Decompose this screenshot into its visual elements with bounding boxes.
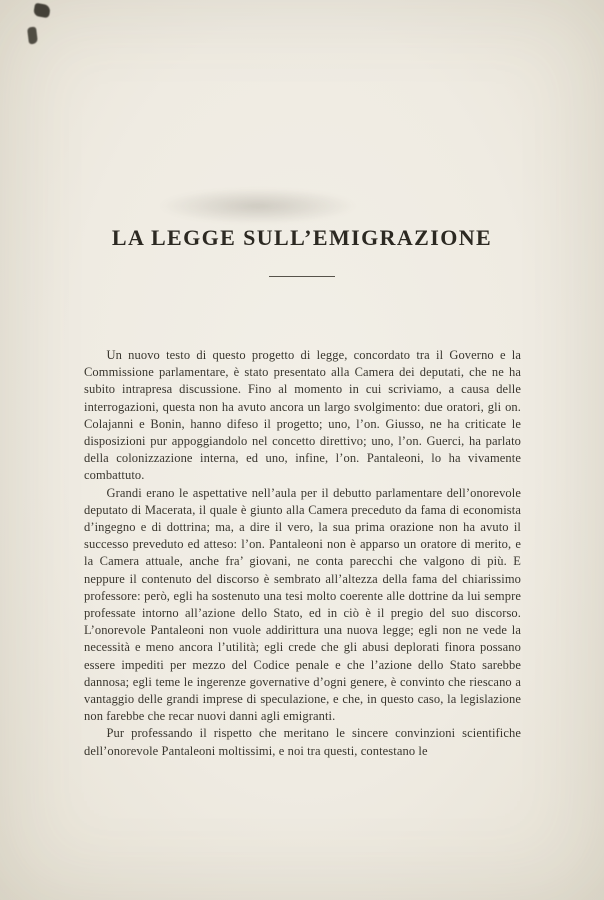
scan-artifact-left [27, 27, 38, 45]
body-paragraph: Un nuovo testo di questo progetto di legge, concordato tra il Governo e la Commissione parlamentare, è stato presentato alla Camera dei deputati, che ne ha subito intrapresa discussione. Fino al momento in cui scriviamo, a causa delle interrogazioni, questa non ha avuto ancora un largo svolgimento: due oratori, gli on. Colajanni e Bonin, hanno difeso il progetto; uno, l’on. Giusso, ne ha criticate le disposizioni pur appoggiandolo nel concetto direttivo; uno, l’on. Guerci, ha parlato della colonizzazione interna, ed uno, infine, l’on. Pantaleoni, lo ha vivamente combattuto. [84, 348, 521, 483]
scan-artifact-top-left [33, 3, 51, 19]
scan-smudge [158, 188, 358, 224]
body-paragraph: Pur professando il rispetto che meritano le sincere convinzioni scientifiche dell’onorevole Pantaleoni moltissimi, e noi tra questi, contestano le [84, 726, 521, 758]
body-text [84, 347, 521, 760]
page-title: LA LEGGE SULL’EMIGRAZIONE [111, 225, 493, 250]
title-divider [269, 276, 335, 277]
body-paragraph: Grandi erano le aspettative nell’aula per il debutto parlamentare dell’onorevole deputato di Macerata, il quale è giunto alla Camera preceduto da fama di economista d’ingegno e di dottrina; ma, a dire il vero, la sua prima orazione non ha avuto il successo preveduto ed atteso: l’on. Pantaleoni non è apparso un oratore di merito, e la Camera attuale, anche fra’ giovani, ne conta parecchi che valgono di più. E neppure il contenuto del discorso è sembrato all’altezza della fama del chiarissimo professore: però, egli ha sostenuto una tesi molto coerente alle dottrine da lui sempre professate intorno all’azione dello Stato, ed in ciò è il pregio del suo discorso. L’onorevole Pantaleoni non vuole addirittura una nuova legge; egli non ne vede la necessità e meno ancora l’utilità; egli crede che gli abusi deplorati finora possano essere impediti per mezzo del Codice penale e che l’azione dello Stato sarebbe dannosa; egli teme le ingerenze governative d’ogni genere, è convinto che riescano a vantaggio delle grandi imprese di speculazione, e che, in questo caso, la legislazione non farebbe che recar nuovi danni agli emigranti. [84, 485, 521, 724]
